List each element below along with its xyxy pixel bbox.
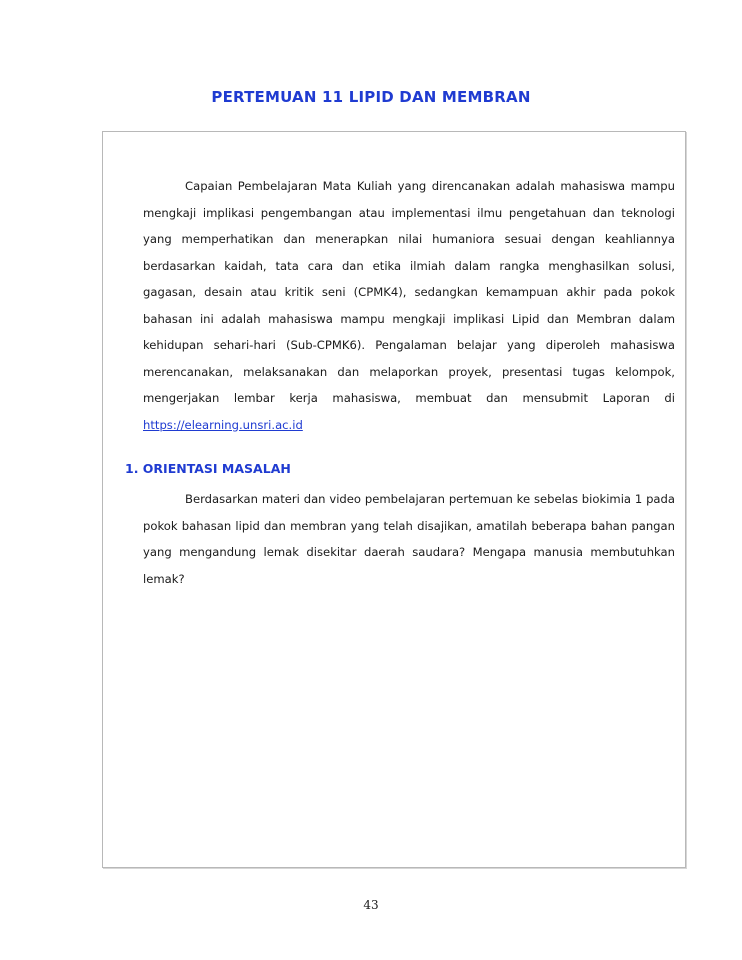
page-number: 43 [363, 898, 379, 912]
elearning-link[interactable]: https://elearning.unsri.ac.id [143, 417, 303, 432]
orientation-paragraph: Berdasarkan materi dan video pembelajaran pertemuan ke sebelas biokimia 1 pada pokok bahasan lipid dan membran yang telah disajikan, amatilah beberapa bahan pangan yang mengandung lemak disekitar daerah saudara? Mengapa manusia membutuhkan lemak? [143, 492, 675, 586]
section-heading: 1. ORIENTASI MASALAH [125, 461, 291, 476]
page-title: PERTEMUAN 11 LIPID DAN MEMBRAN [211, 88, 531, 106]
content-box [102, 131, 686, 868]
intro-text: Capaian Pembelajaran Mata Kuliah yang direncanakan adalah mahasiswa mampu mengkaji implikasi pengembangan atau implementasi ilmu pengetahuan dan teknologi yang memperhatikan dan menerapkan nilai humaniora sesuai dengan keahliannya berdasarkan kaidah, tata cara dan etika ilmiah dalam rangka menghasilkan solusi, gagasan, desain atau kritik seni (CPMK4), sedangkan kemampuan akhir pada pokok bahasan ini adalah mahasiswa mampu mengkaji implikasi Lipid dan Membran dalam kehidupan sehari-hari (Sub-CPMK6). Pengalaman belajar yang diperoleh mahasiswa merencanakan, melaksanakan dan melaporkan proyek, presentasi tugas kelompok, mengerjakan lembar kerja mahasiswa, membuat dan mensubmit Laporan di [143, 179, 675, 405]
intro-paragraph [143, 173, 675, 438]
